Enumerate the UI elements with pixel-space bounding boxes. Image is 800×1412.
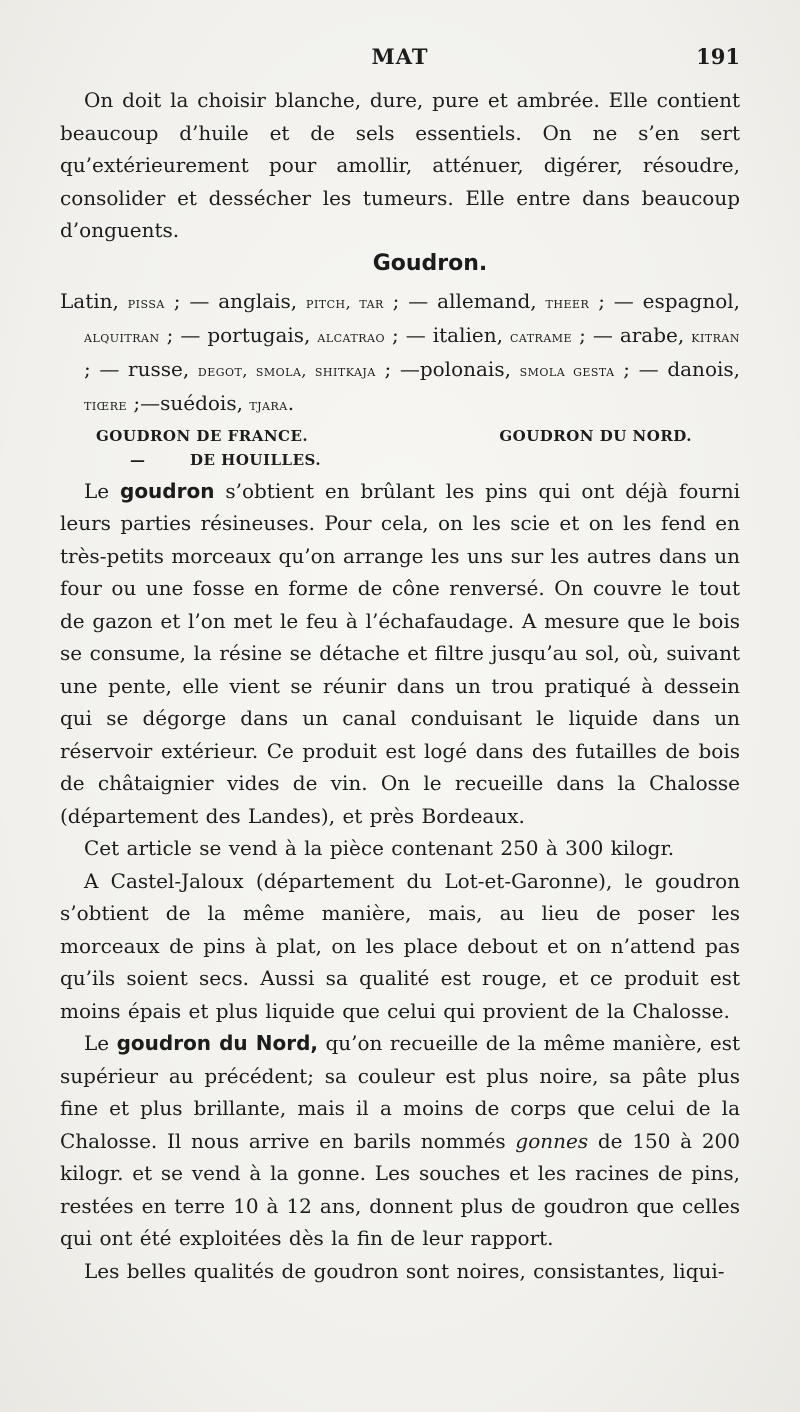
p4-text-a: qu’on recueille de la même manière, est supérieur au précédent; sa couleur est plus noire, sa pâte plus fine et plus brillante, mais il a moins de corps que celui de la Chalosse. Il nous arrive en barils nommés <box>60 1031 740 1153</box>
lang-label-polonais: ; —polonais, <box>375 356 520 381</box>
lang-term-arabe: kitran <box>691 326 740 346</box>
term-goudron-du-nord: goudron du Nord, <box>116 1031 318 1055</box>
section-heading-goudron: Goudron. <box>372 250 488 276</box>
paragraph-castel-jaloux: A Castel-Jaloux (département du Lot-et-Garonne), le goudron s’obtient de la même manière, mais, au lieu de poser les morceaux de pins à plat, on les place debout et on n’attend pas qu’ils soient secs. Aussi sa qualité est rouge, et ce produit est moins épais et plus liquide que celui qui provient de la Chalosse. <box>60 868 740 1023</box>
lang-term-russe: degot, smola, shitkaja <box>197 360 376 380</box>
body-text <box>60 84 740 1287</box>
lang-label-danois: ; — danois, <box>614 356 740 381</box>
paragraph-goudron-du-nord <box>60 1027 740 1255</box>
language-names <box>60 285 740 421</box>
subhead-goudron-de-france: GOUDRON DE FRANCE. <box>96 426 309 445</box>
lang-term-espagnol: alquitran <box>84 326 160 346</box>
lang-label-allemand: ; — allemand, <box>383 288 546 313</box>
lang-label-arabe: ; — arabe, <box>572 322 692 347</box>
paragraph-belles-qualites: Les belles qualités de goudron sont noires, consistantes, liqui- <box>84 1258 725 1283</box>
lang-term-danois: tiœre <box>84 394 128 414</box>
lang-term-anglais: pitch, tar <box>306 292 384 312</box>
lang-term-portugais: alcatrao <box>317 326 385 346</box>
lang-end: . <box>287 390 295 415</box>
lang-label-latin: Latin, <box>60 288 128 313</box>
lang-term-italien: catrame <box>509 326 573 346</box>
p4-lead: Le <box>84 1031 117 1055</box>
term-goudron: goudron <box>120 478 215 503</box>
page-header <box>60 44 740 74</box>
lang-term-suedois: tjara <box>249 394 288 414</box>
p1-rest: s’obtient en brûlant les pins qui ont déjà fourni leurs parties résineuses. Pour cela, on les scie et on les fend en très-petits morceaux qu’on arrange les uns sur les autres dans un four ou une fosse en forme de cône renversé. On couvre le tout de gazon et l’on met le feu à l’échafaudage. A mesure que le bois se consume, la résine se détache et filtre jusqu’au sol, où, suivant une pente, elle vient se réunir dans un trou pratiqué à dessein qui se dégorge dans un canal conduisant le liquide dans un réservoir extérieur. Ce produit est logé dans des futailles de bois de châtaignier vides de vin. On le recueille dans la Chalosse (département des Landes), et près Bordeaux. <box>60 478 740 828</box>
paragraph-onguents: On doit la choisir blanche, dure, pure et ambrée. Elle contient beaucoup d’huile et de sels essentiels. On ne s’en sert qu’extérieurement pour amollir, atténuer, digérer, résoudre, consolider et dessécher les tumeurs. Elle entre dans beaucoup d’onguents. <box>60 88 740 242</box>
paragraph-goudron-obtention <box>60 475 740 833</box>
lang-term-polonais: smola gesta <box>519 360 615 380</box>
lang-label-suedois: ;—suédois, <box>127 390 250 415</box>
lang-term-allemand: theer <box>545 292 590 312</box>
term-gonnes: gonnes <box>515 1128 589 1153</box>
p4-text-b: de 150 à 200 kilogr. et se vend à la gonne. Les souches et les racines de pins, restées en terre 10 à 12 ans, donnent plus de goudron que celles qui ont été exploitées dès la fin de leur rapport. <box>60 1128 740 1250</box>
subheads-row <box>60 421 740 447</box>
subhead-goudron-du-nord: GOUDRON DU NORD. <box>499 426 692 445</box>
p1-lead: Le <box>84 478 120 503</box>
lang-label-anglais: ; — anglais, <box>164 288 307 313</box>
lang-label-italien: ; — italien, <box>384 322 510 347</box>
subheads-row-2 <box>60 447 740 475</box>
subhead-dash: — <box>130 450 146 469</box>
lang-label-portugais: ; — portugais, <box>159 322 318 347</box>
lang-label-russe: ; — russe, <box>84 356 198 381</box>
paragraph-vente-piece: Cet article se vend à la pièce contenant 250 à 300 kilogr. <box>84 836 675 860</box>
page-number: 191 <box>696 44 740 69</box>
running-head: MAT <box>371 44 429 69</box>
lang-term-latin: pissa <box>127 292 165 312</box>
lang-label-espagnol: ; — espagnol, <box>589 288 740 313</box>
subhead-de-houilles: DE HOUILLES. <box>190 450 322 469</box>
